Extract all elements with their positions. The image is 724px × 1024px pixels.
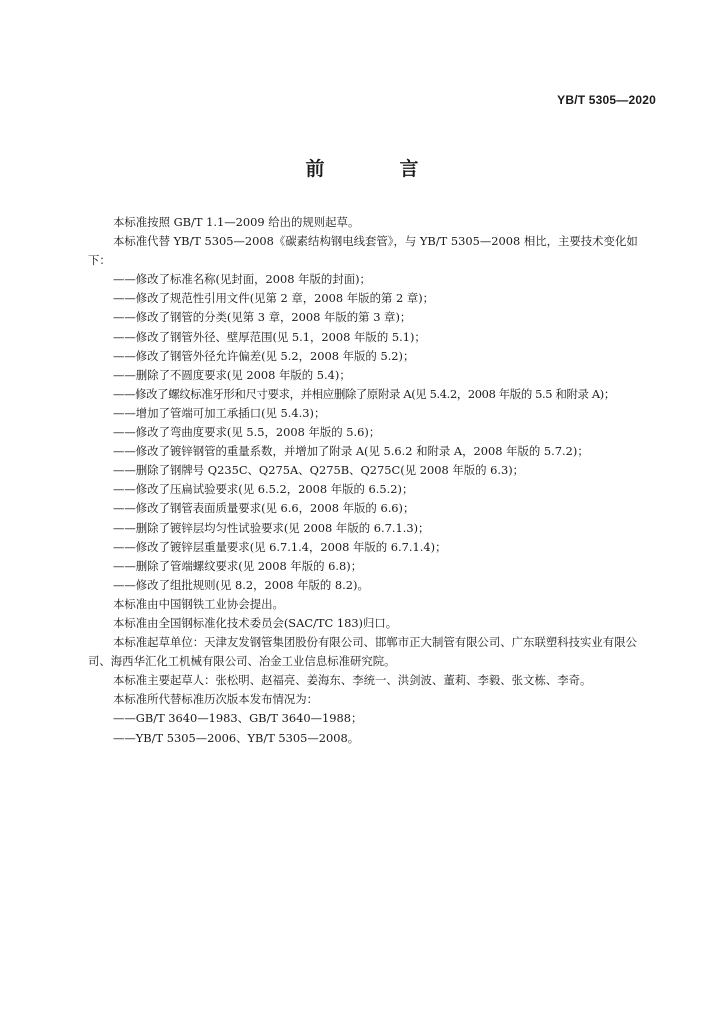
- list-item: ——删除了不圆度要求(见 2008 年版的 5.4)；: [113, 367, 351, 382]
- committee-paragraph: 本标准由全国钢标准化技术委员会(SAC/TC 183)归口。: [113, 615, 398, 630]
- list-item: ——修改了钢管表面质量要求(见 6.6，2008 年版的 6.6)；: [113, 501, 415, 516]
- proposer-paragraph: 本标准由中国钢铁工业协会提出。: [113, 596, 284, 611]
- drafting-units-paragraph: 本标准起草单位：天津友发钢管集团股份有限公司、邯郸市正大制管有限公司、广东联塑科技实业有限公司、海西华汇化工机械有限公司、冶金工业信息标准研究院。: [88, 635, 637, 669]
- drafters-paragraph: 本标准主要起草人：张松明、赵福亮、姜海东、李统一、洪剑波、董莉、李毅、张文栋、李奇。: [113, 673, 592, 688]
- list-item: ——YB/T 5305—2006、YB/T 5305—2008。: [113, 730, 360, 745]
- list-item: ——修改了组批规则(见 8.2，2008 年版的 8.2)。: [113, 577, 369, 592]
- history-list: [88, 709, 658, 747]
- history-intro-paragraph: 本标准所代替标准历次版本发布情况为：: [113, 692, 319, 707]
- list-item: ——增加了管端可加工承插口(见 5.4.3)；: [113, 405, 326, 420]
- list-item: ——删除了镀锌层均匀性试验要求(见 2008 年版的 6.7.1.3)；: [113, 520, 430, 535]
- intro-paragraph: 本标准按照 GB/T 1.1—2009 给出的规则起草。: [113, 215, 360, 229]
- list-item: ——修改了镀锌层重量要求(见 6.7.1.4，2008 年版的 6.7.1.4)；: [113, 539, 447, 554]
- intro-paragraph: 本标准代替 YB/T 5305—2008《碳素结构钢电线套管》，与 YB/T 5305—2008 相比，主要技术变化如下：: [88, 234, 638, 268]
- list-item: ——修改了钢管外径允许偏差(见 5.2，2008 年版的 5.2)；: [113, 348, 415, 363]
- changes-list: [88, 270, 658, 595]
- list-item: ——修改了压扁试验要求(见 6.5.2，2008 年版的 6.5.2)；: [113, 482, 414, 497]
- list-item: ——修改了螺纹标准牙形和尺寸要求，并相应删除了原附录 A(见 5.4.2，2008 年版的 5.5 和附录 A)；: [113, 386, 615, 401]
- list-item: ——修改了标准名称(见封面，2008 年版的封面)；: [113, 272, 371, 287]
- list-item: ——修改了弯曲度要求(见 5.5，2008 年版的 5.6)；: [113, 425, 381, 440]
- list-item: ——删除了管端螺纹要求(见 2008 年版的 6.8)；: [113, 558, 363, 573]
- list-item: ——修改了钢管外径、壁厚范围(见 5.1，2008 年版的 5.1)；: [113, 329, 426, 344]
- foreword-body: [88, 213, 658, 748]
- list-item: ——GB/T 3640—1983、GB/T 3640—1988；: [113, 711, 363, 726]
- page-title: 前 言: [305, 158, 447, 180]
- standard-code: YB/T 5305—2020: [557, 93, 656, 107]
- list-item: ——删除了钢牌号 Q235C、Q275A、Q275B、Q275C(见 2008 年版的 6.3)；: [113, 463, 525, 478]
- list-item: ——修改了钢管的分类(见第 3 章，2008 年版的第 3 章)；: [113, 310, 412, 325]
- list-item: ——修改了规范性引用文件(见第 2 章，2008 年版的第 2 章)；: [113, 291, 435, 306]
- list-item: ——修改了镀锌钢管的重量系数，并增加了附录 A(见 5.6.2 和附录 A，2008 年版的 5.7.2)；: [113, 444, 589, 459]
